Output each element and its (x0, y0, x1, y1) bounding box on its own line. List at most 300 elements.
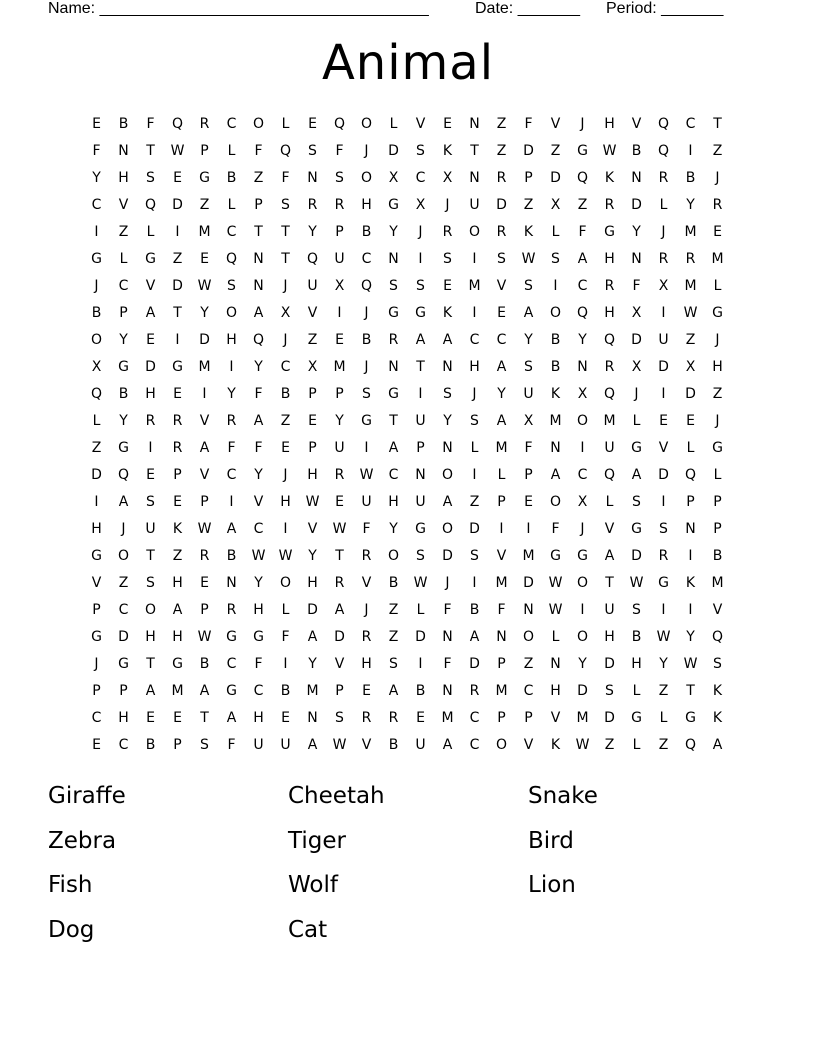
grid-letter[interactable]: A (577, 251, 588, 267)
grid-letter[interactable]: F (92, 143, 101, 159)
grid-letter[interactable]: Q (576, 170, 589, 186)
grid-letter[interactable]: P (92, 683, 101, 699)
grid-letter[interactable]: L (281, 602, 290, 618)
grid-letter[interactable]: J (715, 170, 720, 186)
grid-letter[interactable]: X (442, 170, 453, 186)
grid-letter[interactable]: U (604, 440, 615, 456)
grid-letter[interactable]: O (549, 305, 562, 321)
grid-letter[interactable]: G (118, 656, 129, 672)
grid-letter[interactable]: B (226, 548, 237, 564)
grid-letter[interactable]: V (658, 440, 669, 456)
grid-letter[interactable]: P (335, 224, 344, 240)
grid-letter[interactable]: A (253, 413, 264, 429)
grid-letter[interactable]: E (497, 305, 506, 321)
grid-letter[interactable]: O (360, 170, 373, 186)
grid-letter[interactable]: N (307, 170, 318, 186)
grid-letter[interactable]: V (118, 197, 129, 213)
grid-letter[interactable]: D (604, 656, 615, 672)
grid-letter[interactable]: E (281, 440, 290, 456)
grid-letter[interactable]: U (361, 494, 372, 510)
grid-letter[interactable]: M (306, 683, 319, 699)
grid-letter[interactable]: J (445, 575, 450, 591)
grid-letter[interactable]: O (360, 116, 373, 132)
grid-letter[interactable]: X (631, 359, 642, 375)
grid-letter[interactable]: H (145, 386, 156, 402)
grid-letter[interactable]: J (364, 143, 369, 159)
grid-letter[interactable]: E (335, 332, 344, 348)
grid-letter[interactable]: V (253, 494, 264, 510)
grid-letter[interactable]: L (389, 116, 398, 132)
grid-letter[interactable]: B (631, 143, 642, 159)
grid-letter[interactable]: X (577, 386, 588, 402)
grid-letter[interactable]: B (361, 332, 372, 348)
grid-letter[interactable]: S (659, 521, 668, 537)
grid-letter[interactable]: D (631, 548, 642, 564)
grid-letter[interactable]: A (442, 494, 453, 510)
grid-letter[interactable]: I (229, 494, 234, 510)
grid-letter[interactable]: N (388, 251, 399, 267)
grid-letter[interactable]: A (631, 467, 642, 483)
grid-letter[interactable]: I (553, 278, 558, 294)
grid-letter[interactable]: Q (306, 251, 319, 267)
grid-letter[interactable]: S (227, 278, 236, 294)
grid-letter[interactable]: O (522, 629, 535, 645)
grid-letter[interactable]: I (418, 251, 423, 267)
grid-letter[interactable]: G (685, 710, 696, 726)
grid-letter[interactable]: B (685, 170, 696, 186)
grid-letter[interactable]: G (415, 521, 426, 537)
grid-letter[interactable]: C (226, 116, 237, 132)
grid-letter[interactable]: G (415, 305, 426, 321)
grid-letter[interactable]: P (254, 197, 263, 213)
grid-letter[interactable]: R (469, 683, 480, 699)
grid-letter[interactable]: R (361, 629, 372, 645)
grid-letter[interactable]: L (713, 278, 722, 294)
grid-letter[interactable]: D (415, 629, 426, 645)
grid-letter[interactable]: X (334, 278, 345, 294)
grid-letter[interactable]: E (200, 575, 209, 591)
grid-letter[interactable]: C (226, 656, 237, 672)
grid-letter[interactable]: C (253, 521, 264, 537)
grid-letter[interactable]: O (252, 116, 265, 132)
grid-letter[interactable]: P (308, 440, 317, 456)
grid-letter[interactable]: E (92, 116, 101, 132)
grid-letter[interactable]: J (580, 116, 585, 132)
grid-letter[interactable]: S (146, 575, 155, 591)
grid-letter[interactable]: V (712, 602, 723, 618)
grid-letter[interactable]: W (197, 629, 212, 645)
grid-letter[interactable]: A (469, 629, 480, 645)
grid-letter[interactable]: E (713, 224, 722, 240)
grid-letter[interactable]: R (226, 602, 237, 618)
grid-letter[interactable]: L (659, 197, 668, 213)
grid-letter[interactable]: W (359, 467, 374, 483)
grid-letter[interactable]: G (91, 548, 102, 564)
grid-letter[interactable]: H (361, 197, 372, 213)
grid-letter[interactable]: P (335, 683, 344, 699)
grid-letter[interactable]: O (144, 602, 157, 618)
grid-letter[interactable]: G (226, 683, 237, 699)
grid-letter[interactable]: W (575, 737, 590, 753)
grid-letter[interactable]: Y (254, 359, 263, 375)
grid-letter[interactable]: G (91, 251, 102, 267)
grid-letter[interactable]: O (576, 629, 589, 645)
grid-letter[interactable]: U (415, 413, 426, 429)
grid-letter[interactable]: B (388, 575, 399, 591)
grid-letter[interactable]: L (146, 224, 155, 240)
grid-letter[interactable]: V (415, 116, 426, 132)
grid-letter[interactable]: V (199, 467, 210, 483)
grid-letter[interactable]: R (172, 440, 183, 456)
grid-letter[interactable]: I (337, 305, 342, 321)
grid-letter[interactable]: P (308, 386, 317, 402)
grid-letter[interactable]: A (388, 440, 399, 456)
grid-letter[interactable]: I (580, 602, 585, 618)
grid-letter[interactable]: R (334, 197, 345, 213)
grid-letter[interactable]: Z (307, 332, 318, 348)
grid-letter[interactable]: I (175, 224, 180, 240)
grid-letter[interactable]: M (684, 278, 697, 294)
grid-letter[interactable]: I (283, 521, 288, 537)
grid-letter[interactable]: I (580, 440, 585, 456)
grid-letter[interactable]: B (631, 629, 642, 645)
grid-letter[interactable]: W (521, 251, 536, 267)
grid-letter[interactable]: K (550, 386, 561, 402)
grid-letter[interactable]: A (145, 305, 156, 321)
grid-letter[interactable]: P (173, 467, 182, 483)
grid-letter[interactable]: G (388, 197, 399, 213)
grid-letter[interactable]: K (442, 143, 453, 159)
grid-letter[interactable]: Q (657, 143, 670, 159)
grid-letter[interactable]: Q (225, 251, 238, 267)
grid-letter[interactable]: X (631, 305, 642, 321)
grid-letter[interactable]: Z (685, 332, 696, 348)
grid-letter[interactable]: Q (684, 467, 697, 483)
grid-letter[interactable]: R (388, 332, 399, 348)
grid-letter[interactable]: W (683, 305, 698, 321)
grid-letter[interactable]: W (548, 602, 563, 618)
grid-letter[interactable]: Y (254, 467, 263, 483)
grid-letter[interactable]: V (307, 305, 318, 321)
grid-letter[interactable]: E (281, 710, 290, 726)
grid-letter[interactable]: G (712, 305, 723, 321)
grid-letter[interactable]: G (118, 440, 129, 456)
grid-letter[interactable]: W (413, 575, 428, 591)
grid-letter[interactable]: W (278, 548, 293, 564)
grid-letter[interactable]: G (199, 170, 210, 186)
grid-letter[interactable]: N (442, 359, 453, 375)
grid-letter[interactable]: W (251, 548, 266, 564)
grid-letter[interactable]: L (551, 629, 560, 645)
grid-letter[interactable]: H (712, 359, 723, 375)
grid-letter[interactable]: K (604, 170, 615, 186)
grid-letter[interactable]: S (551, 251, 560, 267)
grid-letter[interactable]: E (92, 737, 101, 753)
grid-letter[interactable]: K (712, 683, 723, 699)
grid-letter[interactable]: G (658, 575, 669, 591)
grid-letter[interactable]: R (604, 197, 615, 213)
grid-letter[interactable]: T (281, 251, 290, 267)
grid-letter[interactable]: R (307, 197, 318, 213)
grid-letter[interactable]: K (442, 305, 453, 321)
grid-letter[interactable]: S (389, 656, 398, 672)
grid-letter[interactable]: Y (443, 413, 452, 429)
grid-letter[interactable]: S (470, 548, 479, 564)
grid-letter[interactable]: E (146, 332, 155, 348)
grid-letter[interactable]: O (576, 413, 589, 429)
grid-letter[interactable]: D (442, 548, 453, 564)
grid-letter[interactable]: B (145, 737, 156, 753)
grid-letter[interactable]: A (145, 683, 156, 699)
grid-letter[interactable]: O (90, 332, 103, 348)
grid-letter[interactable]: B (118, 116, 129, 132)
grid-letter[interactable]: H (253, 710, 264, 726)
grid-letter[interactable]: Z (253, 170, 264, 186)
grid-letter[interactable]: V (523, 737, 534, 753)
grid-letter[interactable]: V (631, 116, 642, 132)
grid-letter[interactable]: Y (389, 521, 398, 537)
grid-letter[interactable]: A (334, 602, 345, 618)
grid-letter[interactable]: X (550, 197, 561, 213)
grid-letter[interactable]: Y (308, 224, 317, 240)
grid-letter[interactable]: U (307, 278, 318, 294)
grid-letter[interactable]: I (175, 332, 180, 348)
grid-letter[interactable]: D (469, 656, 480, 672)
grid-letter[interactable]: D (172, 278, 183, 294)
grid-letter[interactable]: C (361, 251, 372, 267)
grid-letter[interactable]: D (685, 386, 696, 402)
grid-letter[interactable]: G (631, 710, 642, 726)
grid-letter[interactable]: N (226, 575, 237, 591)
grid-letter[interactable]: F (524, 440, 533, 456)
grid-letter[interactable]: A (226, 710, 237, 726)
grid-letter[interactable]: F (632, 278, 641, 294)
grid-letter[interactable]: F (281, 629, 290, 645)
grid-letter[interactable]: I (526, 521, 531, 537)
grid-letter[interactable]: D (631, 332, 642, 348)
grid-letter[interactable]: R (604, 278, 615, 294)
grid-letter[interactable]: A (523, 305, 534, 321)
grid-letter[interactable]: O (495, 737, 508, 753)
grid-letter[interactable]: B (388, 737, 399, 753)
grid-letter[interactable]: E (443, 278, 452, 294)
grid-letter[interactable]: Z (172, 251, 183, 267)
grid-letter[interactable]: F (497, 602, 506, 618)
grid-letter[interactable]: M (711, 251, 724, 267)
grid-letter[interactable]: H (145, 629, 156, 645)
grid-letter[interactable]: V (199, 413, 210, 429)
grid-letter[interactable]: I (472, 575, 477, 591)
grid-letter[interactable]: I (472, 305, 477, 321)
grid-letter[interactable]: S (713, 656, 722, 672)
grid-letter[interactable]: P (524, 467, 533, 483)
grid-letter[interactable]: Z (523, 197, 534, 213)
grid-letter[interactable]: I (688, 548, 693, 564)
grid-letter[interactable]: Q (144, 197, 157, 213)
grid-letter[interactable]: N (469, 170, 480, 186)
grid-letter[interactable]: N (415, 467, 426, 483)
grid-letter[interactable]: F (254, 386, 263, 402)
grid-letter[interactable]: Y (578, 656, 587, 672)
grid-letter[interactable]: S (308, 143, 317, 159)
grid-letter[interactable]: J (715, 413, 720, 429)
grid-letter[interactable]: R (712, 197, 723, 213)
grid-letter[interactable]: I (418, 386, 423, 402)
grid-letter[interactable]: A (199, 683, 210, 699)
grid-letter[interactable]: O (225, 305, 238, 321)
grid-letter[interactable]: Q (360, 278, 373, 294)
grid-letter[interactable]: F (551, 521, 560, 537)
grid-letter[interactable]: S (335, 710, 344, 726)
grid-letter[interactable]: P (686, 494, 695, 510)
grid-letter[interactable]: L (416, 602, 425, 618)
grid-letter[interactable]: G (253, 629, 264, 645)
grid-letter[interactable]: A (442, 737, 453, 753)
grid-letter[interactable]: Q (576, 305, 589, 321)
grid-letter[interactable]: L (713, 467, 722, 483)
grid-letter[interactable]: N (253, 278, 264, 294)
grid-letter[interactable]: L (227, 197, 236, 213)
grid-letter[interactable]: B (118, 386, 129, 402)
grid-letter[interactable]: C (91, 710, 102, 726)
grid-letter[interactable]: R (496, 170, 507, 186)
grid-letter[interactable]: Q (603, 467, 616, 483)
name-field[interactable]: Name: _____________________________________ (48, 0, 429, 17)
grid-letter[interactable]: N (253, 251, 264, 267)
grid-letter[interactable]: I (472, 467, 477, 483)
grid-letter[interactable]: N (307, 710, 318, 726)
grid-letter[interactable]: X (523, 413, 534, 429)
grid-letter[interactable]: M (522, 548, 535, 564)
grid-letter[interactable]: S (416, 143, 425, 159)
grid-letter[interactable]: S (389, 278, 398, 294)
grid-letter[interactable]: W (170, 143, 185, 159)
grid-letter[interactable]: M (171, 683, 184, 699)
grid-letter[interactable]: P (524, 710, 533, 726)
grid-letter[interactable]: S (632, 494, 641, 510)
grid-letter[interactable]: B (550, 359, 561, 375)
grid-letter[interactable]: Z (604, 737, 615, 753)
grid-letter[interactable]: A (550, 467, 561, 483)
grid-letter[interactable]: T (470, 143, 479, 159)
grid-letter[interactable]: T (200, 710, 209, 726)
grid-letter[interactable]: C (685, 116, 696, 132)
grid-letter[interactable]: C (388, 467, 399, 483)
grid-letter[interactable]: Q (333, 116, 346, 132)
grid-letter[interactable]: C (496, 332, 507, 348)
grid-letter[interactable]: I (499, 521, 504, 537)
grid-letter[interactable]: H (307, 467, 318, 483)
grid-letter[interactable]: M (684, 224, 697, 240)
grid-letter[interactable]: T (605, 575, 614, 591)
grid-letter[interactable]: P (173, 737, 182, 753)
grid-letter[interactable]: I (418, 656, 423, 672)
grid-letter[interactable]: E (686, 413, 695, 429)
grid-letter[interactable]: Z (712, 143, 723, 159)
grid-letter[interactable]: P (200, 494, 209, 510)
grid-letter[interactable]: L (497, 467, 506, 483)
grid-letter[interactable]: H (469, 359, 480, 375)
grid-letter[interactable]: J (418, 224, 423, 240)
grid-letter[interactable]: C (226, 224, 237, 240)
grid-letter[interactable]: Y (254, 575, 263, 591)
grid-letter[interactable]: P (497, 710, 506, 726)
grid-letter[interactable]: C (577, 278, 588, 294)
grid-letter[interactable]: V (604, 521, 615, 537)
grid-letter[interactable]: Q (279, 143, 292, 159)
grid-letter[interactable]: E (416, 710, 425, 726)
grid-letter[interactable]: E (524, 494, 533, 510)
grid-letter[interactable]: U (334, 440, 345, 456)
grid-letter[interactable]: M (576, 710, 589, 726)
grid-letter[interactable]: I (94, 224, 99, 240)
grid-letter[interactable]: H (604, 629, 615, 645)
grid-letter[interactable]: Z (172, 548, 183, 564)
grid-letter[interactable]: I (202, 386, 207, 402)
grid-letter[interactable]: H (361, 656, 372, 672)
grid-letter[interactable]: Q (117, 467, 130, 483)
grid-letter[interactable]: A (118, 494, 129, 510)
grid-letter[interactable]: S (146, 170, 155, 186)
grid-letter[interactable]: H (226, 332, 237, 348)
grid-letter[interactable]: P (713, 521, 722, 537)
grid-letter[interactable]: C (253, 683, 264, 699)
grid-letter[interactable]: R (199, 116, 210, 132)
grid-letter[interactable]: L (632, 683, 641, 699)
grid-letter[interactable]: O (468, 224, 481, 240)
grid-letter[interactable]: Z (469, 494, 480, 510)
grid-letter[interactable]: L (632, 413, 641, 429)
grid-letter[interactable]: D (631, 197, 642, 213)
grid-letter[interactable]: H (604, 116, 615, 132)
grid-letter[interactable]: S (416, 278, 425, 294)
grid-letter[interactable]: J (94, 278, 99, 294)
grid-letter[interactable]: X (415, 197, 426, 213)
grid-letter[interactable]: A (442, 332, 453, 348)
grid-letter[interactable]: H (253, 602, 264, 618)
grid-letter[interactable]: S (200, 737, 209, 753)
grid-letter[interactable]: E (335, 494, 344, 510)
grid-letter[interactable]: J (364, 602, 369, 618)
grid-letter[interactable]: I (94, 494, 99, 510)
grid-letter[interactable]: D (658, 467, 669, 483)
grid-letter[interactable]: X (280, 305, 291, 321)
grid-letter[interactable]: T (389, 413, 398, 429)
grid-letter[interactable]: U (415, 494, 426, 510)
grid-letter[interactable]: T (146, 143, 155, 159)
grid-letter[interactable]: V (361, 575, 372, 591)
grid-letter[interactable]: Z (91, 440, 102, 456)
grid-letter[interactable]: V (307, 521, 318, 537)
grid-letter[interactable]: U (604, 602, 615, 618)
grid-letter[interactable]: R (199, 548, 210, 564)
grid-letter[interactable]: E (200, 251, 209, 267)
grid-letter[interactable]: K (712, 710, 723, 726)
grid-letter[interactable]: N (388, 359, 399, 375)
grid-letter[interactable]: Y (227, 386, 236, 402)
grid-letter[interactable]: I (661, 386, 666, 402)
grid-letter[interactable]: K (685, 575, 696, 591)
grid-letter[interactable]: W (656, 629, 671, 645)
grid-letter[interactable]: H (604, 305, 615, 321)
grid-letter[interactable]: B (712, 548, 723, 564)
grid-letter[interactable]: W (305, 494, 320, 510)
grid-letter[interactable]: X (577, 494, 588, 510)
grid-letter[interactable]: J (283, 467, 288, 483)
grid-letter[interactable]: U (523, 386, 534, 402)
grid-letter[interactable]: F (227, 737, 236, 753)
grid-letter[interactable]: G (604, 224, 615, 240)
